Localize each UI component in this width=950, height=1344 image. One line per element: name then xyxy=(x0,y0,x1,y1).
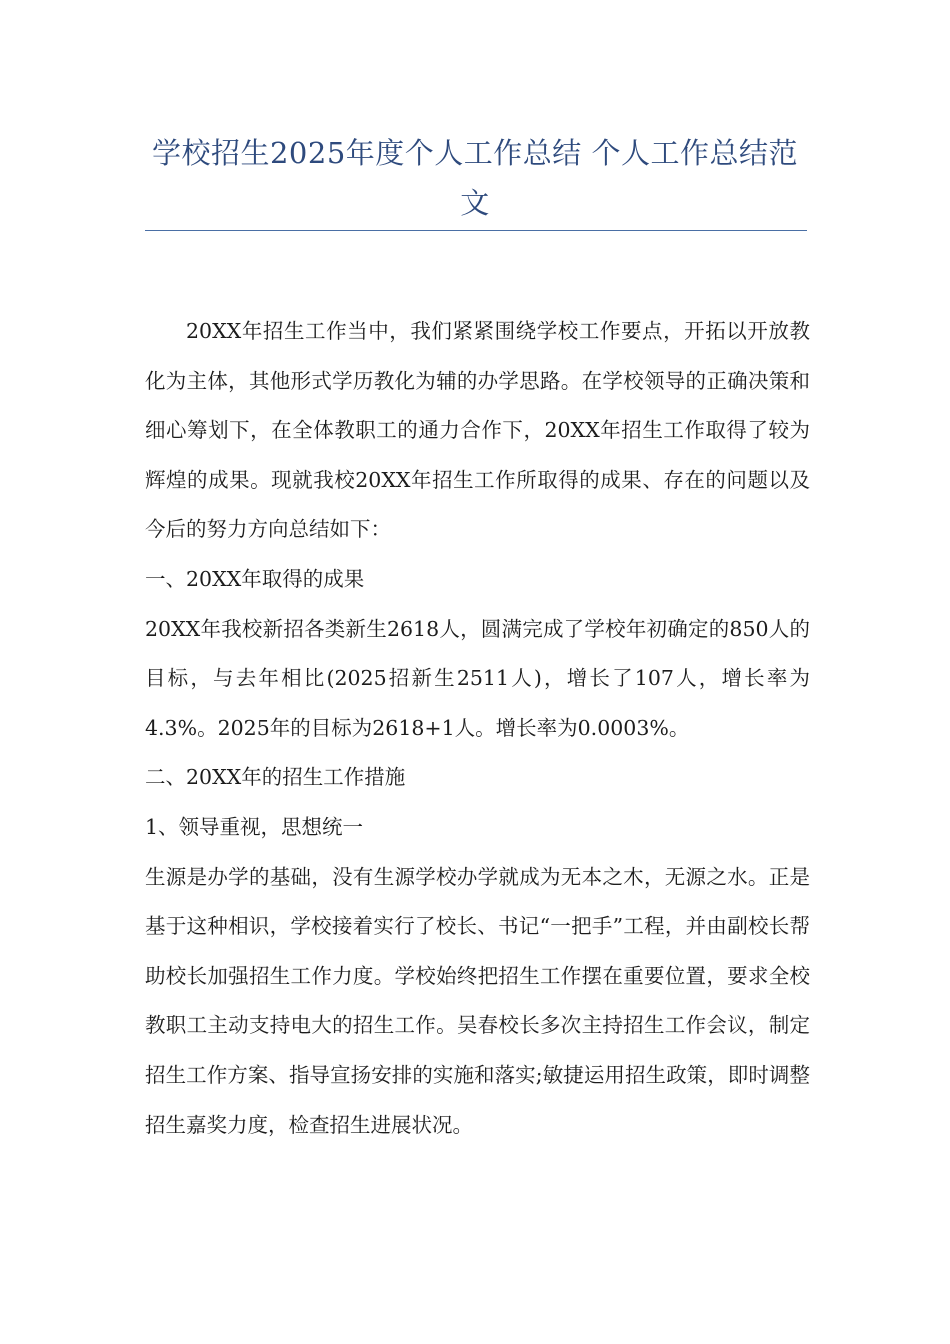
intro-paragraph: 20XX年招生工作当中，我们紧紧围绕学校工作要点，开拓以开放教化为主体，其他形式学历教化为辅的办学思路。在学校领导的正确决策和细心筹划下，在全体教职工的通力合作下，20XX年招生工作取得了较为辉煌的成果。现就我校20XX年招生工作所取得的成果、存在的问题以及今后的努力方向总结如下： xyxy=(145,319,810,542)
document-body xyxy=(145,307,810,1150)
section-heading-measures: 二、20XX年的招生工作措施 xyxy=(145,765,406,790)
section-heading-achievements: 一、20XX年取得的成果 xyxy=(145,566,365,591)
leadership-paragraph: 生源是办学的基础，没有生源学校办学就成为无本之木，无源之水。正是基于这种相识，学校接着实行了校长、书记“一把手”工程，并由副校长帮助校长加强招生工作力度。学校始终把招生工作摆在重要位置，要求全校教职工主动支持电大的招生工作。吴春校长多次主持招生工作会议，制定招生工作方案、指导宣扬安排的实施和落实;敏捷运用招生政策，即时调整招生嘉奖力度，检查招生进展状况。 xyxy=(145,864,810,1137)
subheading-leadership: 1、领导重视，思想统一 xyxy=(145,814,364,839)
title-underline xyxy=(145,230,807,231)
document-title: 学校招生2025年度个人工作总结 个人工作总结范文 xyxy=(151,136,799,220)
achievements-paragraph: 20XX年我校新招各类新生2618人，圆满完成了学校年初确定的850人的目标，与去年相比(2025招新生2511人)，增长了107人，增长率为4.3%。2025年的目标为2618+1人。增长率为0.0003%。 xyxy=(145,616,810,740)
